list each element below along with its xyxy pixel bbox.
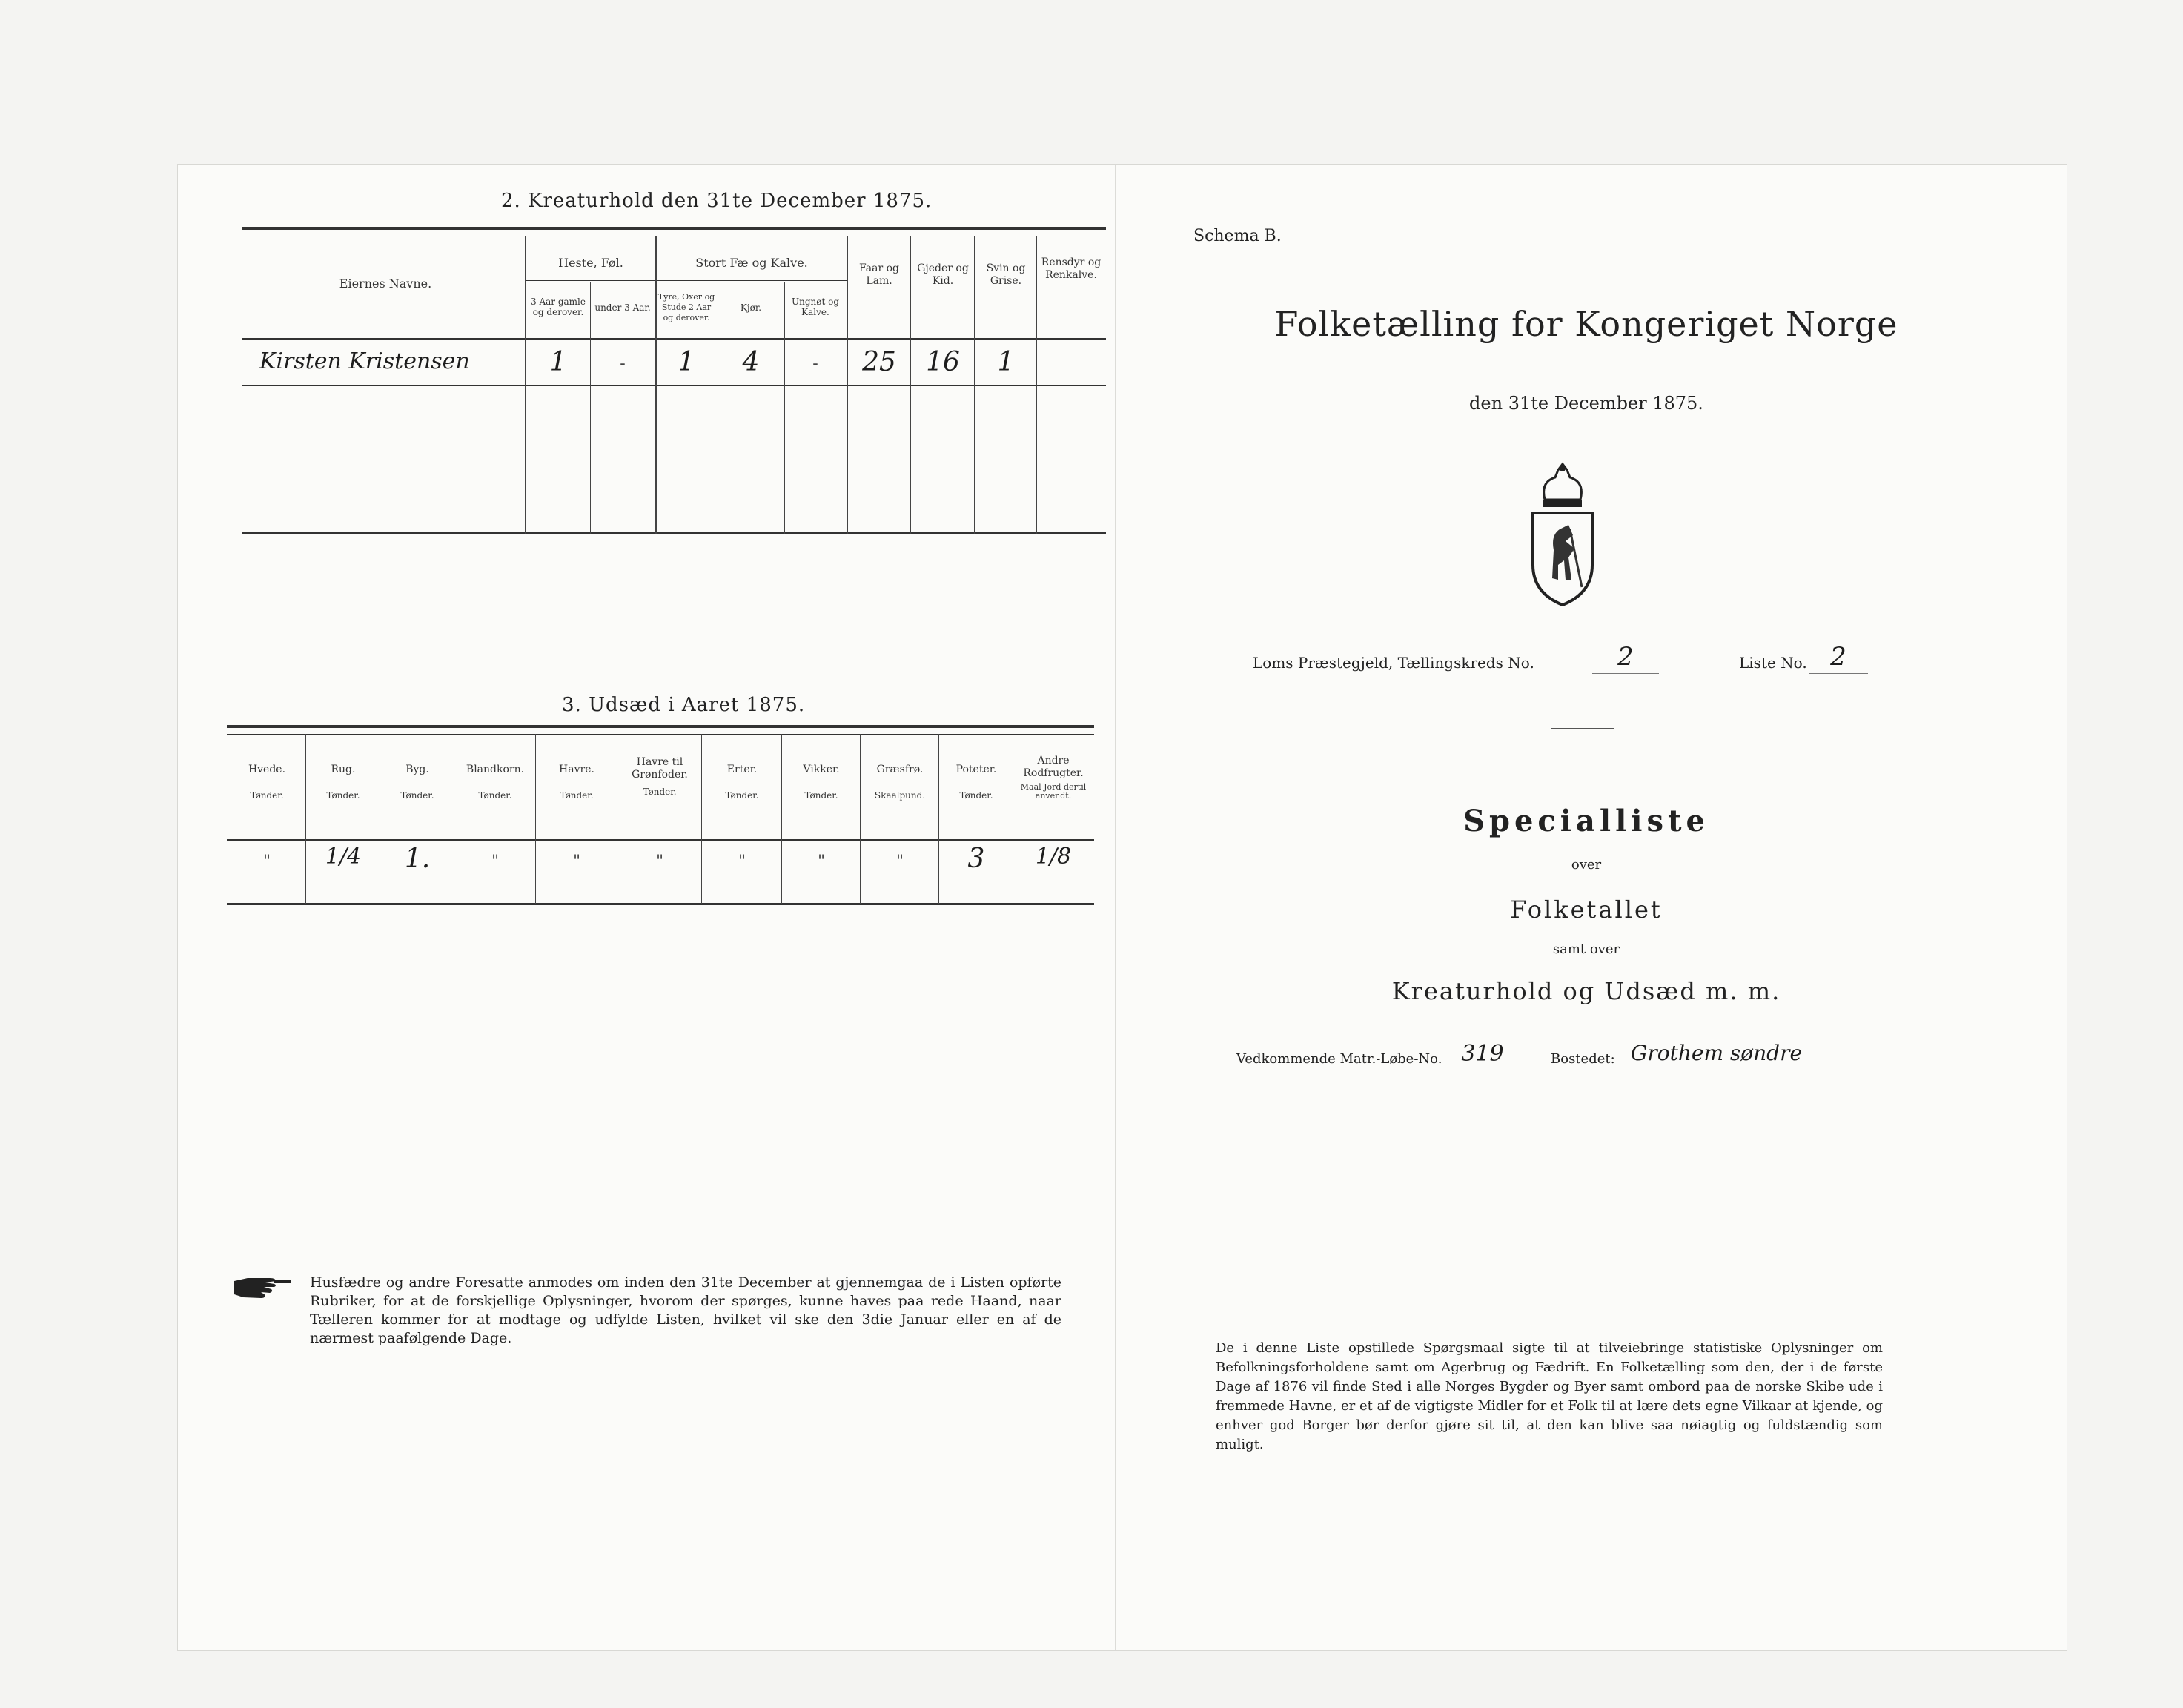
livestock-horses-underline [526,280,655,281]
folketallet-text: Folketallet [1510,896,1663,924]
seed-col-2-unit: Tønder. [326,790,360,801]
livestock-vline-7 [910,236,911,534]
subcol-header-6: Faar og Lam. [859,262,899,287]
seed-value-1: " [262,853,271,871]
livestock-row-rule-1 [242,385,1106,386]
seed-heading: 3. Udsæd i Aaret 1875. [562,694,806,716]
subcol-header-4: Kjør. [740,302,762,313]
seed-value-8: " [817,853,826,871]
footnote-text: Husfædre og andre Foresatte anmodes om inden den 31te December at gjennemgaa de i Listen opførte Rubriker, for at de forskjellige Oplysninger, hvorom der spørges, kunne haves paa rede Haand, naar Tælleren kommer for at modtage og udfylde Listen, hvilket vil ske den 3die Januar eller en af de nærmest paafølgende Dage. [310,1274,1061,1346]
seed-col-2-name: Rug. [331,764,356,775]
seed-col-11 [1014,755,1093,801]
parish-label: Loms Præstegjeld, Tællingskreds No. [1253,654,1534,672]
seed-col-8-name: Vikker. [803,764,840,775]
owner-name: Kirsten Kristensen [259,348,470,374]
livestock-vline-8 [974,236,975,534]
schema-label: Schema B. [1193,227,1282,245]
livestock-value-6: 25 [862,347,896,377]
seed-bottom-rule [227,903,1094,905]
seed-col-5-name: Havre. [559,764,594,775]
livestock-heading: 2. Kreaturhold den 31te December 1875. [501,190,933,212]
seed-value-9: " [895,853,904,871]
subcol-header-9: Rensdyr og Renkalve. [1041,256,1102,281]
pointing-hand-icon [233,1274,292,1300]
seed-col-9-name: Græsfrø. [876,764,924,775]
livestock-vline-9 [1036,236,1037,534]
liste-underline [1809,673,1868,674]
livestock-vline-2 [590,282,591,534]
kreds-no: 2 [1617,642,1634,672]
seed-col-4-unit: Tønder. [478,790,512,801]
seed-col-6-unit: Tønder. [643,787,677,797]
kreaturhold-text: Kreaturhold og Udsæd m. m. [1391,977,1781,1005]
samt-over-text: samt over [1552,941,1620,957]
seed-value-3: 1. [404,844,431,874]
subcol-header-1: 3 Aar gamle og derover. [531,297,586,317]
seed-col-1-unit: Tønder. [250,790,284,801]
owner-col-header: Eiernes Navne. [339,277,432,291]
seed-col-8 [783,764,860,802]
seed-col-3-name: Byg. [405,764,429,775]
bosted-label: Bostedet: [1551,1051,1615,1067]
census-title: Folketælling for Kongeriget Norge [1274,304,1898,344]
divider-short-1 [1551,728,1614,729]
livestock-header-rule [242,338,1106,340]
matr-label: Vedkommende Matr.-Løbe-No. [1236,1051,1442,1067]
seed-col-7-name: Erter. [726,764,758,775]
page-fold [1115,165,1116,1650]
subcol-header-8: Svin og Grise. [986,262,1026,287]
horses-group-header: Heste, Føl. [558,256,623,270]
seed-col-6 [618,756,701,798]
seed-col-3 [381,764,454,802]
seed-col-1-name: Hvede. [248,764,286,775]
seed-vline-1 [305,734,306,904]
seed-value-10: 3 [967,844,985,874]
seed-header-rule [227,839,1094,841]
livestock-vline-5 [784,282,785,534]
seed-vline-6 [701,734,702,904]
over-text-1: over [1571,857,1602,873]
specialliste-title: Specialliste [1463,804,1709,838]
seed-col-9 [861,764,938,802]
livestock-value-5: - [812,354,818,373]
subcol-header-3: Tyre, Oxer og Stude 2 Aar og derover. [657,292,715,322]
subcol-header-7: Gjeder og Kid. [917,262,969,287]
seed-top-rule-thin [227,734,1094,735]
livestock-top-rule [242,227,1106,230]
livestock-value-1: 1 [549,347,567,377]
livestock-value-2: - [620,354,626,373]
norway-coat-of-arms-icon [1526,461,1600,606]
livestock-value-3: 1 [678,347,695,377]
livestock-bottom-rule [242,532,1106,534]
seed-value-5: " [572,853,581,871]
liste-label: Liste No. [1739,654,1807,672]
kreds-underline [1592,673,1659,674]
seed-col-8-unit: Tønder. [804,790,838,801]
seed-col-4-name: Blandkorn. [466,764,525,775]
livestock-value-4: 4 [742,347,760,377]
subcol-header-2: under 3 Aar. [594,302,651,313]
seed-col-4 [455,764,535,802]
seed-value-7: " [738,853,746,871]
seed-col-10-unit: Tønder. [959,790,993,801]
livestock-value-8: 1 [997,347,1015,377]
seed-col-2 [307,764,380,802]
seed-vline-4 [535,734,536,904]
seed-col-9-unit: Skaalpund. [874,790,926,801]
seed-vline-9 [938,734,939,904]
seed-col-1 [228,764,305,802]
livestock-cattle-underline [657,280,847,281]
cattle-group-header: Stort Fæ og Kalve. [695,256,808,270]
seed-col-10 [940,764,1013,802]
seed-col-6-name: Havre til Grønfoder. [632,756,688,781]
seed-vline-7 [781,734,782,904]
livestock-value-7: 16 [926,347,960,377]
livestock-vline-6 [847,236,848,534]
seed-value-6: " [655,853,664,871]
census-date: den 31te December 1875. [1469,393,1703,414]
liste-no: 2 [1830,642,1846,672]
subcol-header-5: Ungnøt og Kalve. [791,297,840,317]
matr-no: 319 [1461,1041,1504,1067]
seed-col-7 [703,764,781,802]
explanation-paragraph: De i denne Liste opstillede Spørgsmaal sigte til at tilveiebringe statistiske Oplysninger om Befolkningsforholdene samt om Agerbrug og Fædrift. En Folketælling som den, der i de første Dage af 1876 vil finde Sted i alle Norges Bygder og Byer samt ombord paa de norske Skibe ude i fremmede Havne, er et af de vigtigste Midler for et Folk til at lære dets egne Vilkaar at kjende, og enhver god Borger bør derfor gjøre sit til, at den kan blive saa nøiagtig og fuldstændig som muligt. [1216,1340,1883,1452]
seed-col-3-unit: Tønder. [400,790,434,801]
bosted-value: Grothem søndre [1631,1041,1803,1065]
seed-value-2: 1/4 [325,844,362,870]
seed-col-11-unit: Maal Jord dertil anvendt. [1020,782,1087,801]
seed-value-11: 1/8 [1035,844,1072,870]
seed-col-11-name: Andre Rodfrugter. [1023,755,1084,779]
seed-top-rule [227,725,1094,728]
seed-col-7-unit: Tønder. [725,790,759,801]
seed-col-5 [537,764,617,802]
seed-vline-8 [860,734,861,904]
seed-col-5-unit: Tønder. [560,790,594,801]
seed-value-4: " [491,853,500,871]
seed-col-10-name: Poteter. [955,764,997,775]
